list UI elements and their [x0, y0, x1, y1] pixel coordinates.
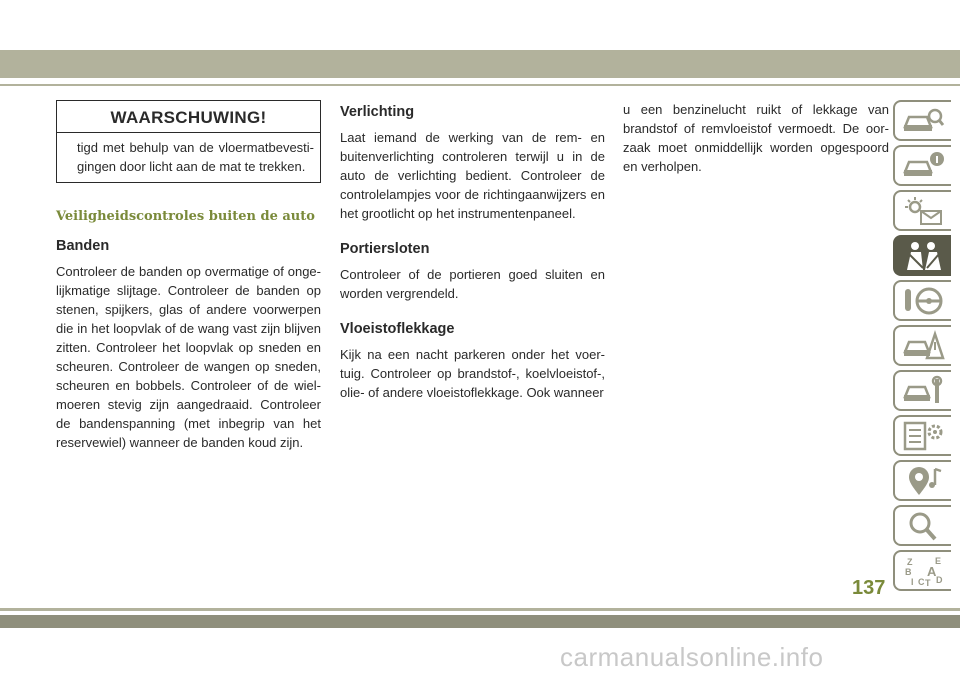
paragraph-verlichting: Laat iemand de werking van de rem- en buitenverlichting controleren terwijl u in de auto de verlichting bedient. Controleer de controlelampjes voor de richtingaanwijzers en het grootlicht op het instrumentenpaneel.: [340, 130, 605, 221]
watermark: carmanualsonline.info: [560, 642, 824, 672]
car-wrench-icon: [901, 375, 945, 407]
car-warning-triangle-icon: [901, 330, 945, 362]
heading-portiersloten: Portiersloten: [340, 241, 430, 257]
warning-light-message-icon: [901, 195, 945, 227]
warning-title: WAARSCHUWING!: [57, 101, 320, 133]
top-band: [0, 50, 960, 78]
top-rule: [0, 84, 960, 86]
seatbelt-airbag-icon: [901, 240, 945, 272]
car-magnifier-icon: [901, 105, 945, 137]
index-letter-c: C: [918, 576, 925, 587]
page-number: 137: [852, 577, 886, 599]
tab-key-steering-wheel[interactable]: [893, 280, 951, 321]
warning-box: [56, 100, 321, 183]
index-letter-t: T: [925, 577, 931, 587]
tab-warning-light-message[interactable]: [893, 190, 951, 231]
navigation-music-icon: [901, 465, 945, 497]
tab-navigation-music[interactable]: [893, 460, 951, 501]
tab-seatbelt-airbag[interactable]: [893, 235, 951, 276]
car-info-icon: [901, 150, 945, 182]
column-2: [340, 100, 605, 402]
index-letter-a: A: [927, 563, 937, 579]
tab-search[interactable]: [893, 505, 951, 546]
subsection-heading: Veiligheidscontroles buiten de auto: [56, 209, 315, 224]
alphabet-index-icon: [901, 555, 945, 587]
heading-vloeistoflekkage: Vloeistoflekkage: [340, 321, 455, 337]
chapter-tabs: [893, 100, 951, 595]
checklist-gear-icon: [901, 420, 945, 452]
index-letter-d: D: [936, 574, 943, 585]
index-letter-z: Z: [907, 556, 913, 567]
warning-text: tigd met behulp van de vloermatbevesti-gingen door licht aan de mat te trekken.: [77, 140, 314, 174]
paragraph-vloeistoflekkage: Kijk na een nacht parkeren onder het voer-tuig. Controleer op brandstof-, koelvloeistof-, olie- of andere vloeistoflekkage. Ook wanneer: [340, 347, 605, 400]
index-letter-e: E: [935, 555, 942, 566]
index-letter-b: B: [905, 566, 912, 577]
tab-alphabet-index[interactable]: [893, 550, 951, 591]
paragraph-portiersloten: Controleer of de portieren goed sluiten en worden vergrendeld.: [340, 267, 605, 301]
paragraph-continued: u een benzinelucht ruikt of lekkage van brandstof of remvloeistof vermoedt. De oor-zaak moet onmiddellijk worden opgespoord en verholpen.: [623, 102, 889, 174]
column-3: [623, 100, 889, 176]
key-steering-wheel-icon: [901, 285, 945, 317]
paragraph-banden: Controleer de banden op overmatige of onge-lijkmatige slijtage. Controleer de banden op stenen, spijkers, glas of andere voorwerpen die in het loopvlak of de wang vast zijn blijven zitten. Controleer het loopvlak op sneden en scheuren. Controleer de wangen op sneden, scheuren en bobbels. Controleer of de wiel-moeren stevig zijn aangedraaid. Controleer de bandenspanning (met inbegrip van het reservewiel) wanneer de banden koud zijn.: [56, 264, 321, 450]
tab-car-wrench[interactable]: [893, 370, 951, 411]
tab-car-info[interactable]: [893, 145, 951, 186]
search-icon: [901, 510, 945, 542]
column-1: [56, 100, 321, 452]
tab-car-warning-triangle[interactable]: [893, 325, 951, 366]
tab-checklist-gear[interactable]: [893, 415, 951, 456]
tab-car-magnifier[interactable]: [893, 100, 951, 141]
bottom-rule: [0, 608, 960, 611]
index-letter-i: I: [911, 576, 914, 587]
bottom-band: [0, 615, 960, 628]
heading-verlichting: Verlichting: [340, 104, 415, 120]
heading-banden: Banden: [56, 238, 110, 254]
